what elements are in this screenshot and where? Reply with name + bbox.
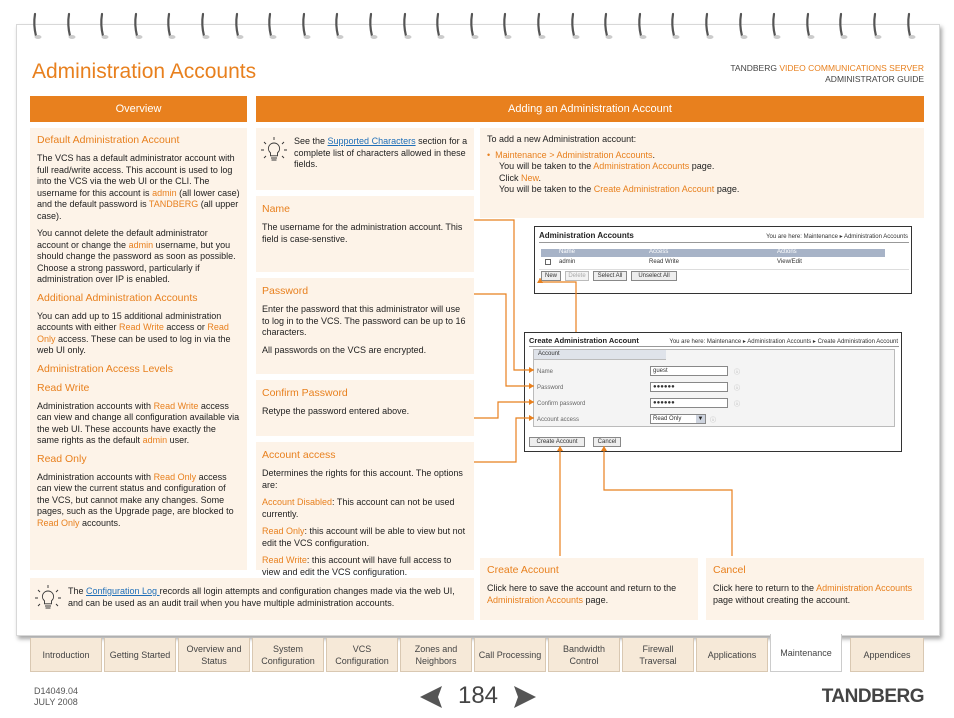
confirm-password-help [256, 380, 474, 436]
guide-name: ADMINISTRATOR GUIDE [825, 74, 924, 84]
binding-ring [232, 12, 246, 40]
binding-ring [803, 12, 817, 40]
binding-ring [265, 12, 279, 40]
additional-accounts-heading: Additional Administration Accounts [37, 291, 198, 304]
select-all-button[interactable]: Select All [593, 271, 627, 281]
confirm-password-label: Confirm password [537, 401, 586, 407]
screenshot-accounts-breadcrumb: You are here: Maintenance ▸ Administration Accounts [766, 234, 908, 240]
binding-ring [332, 12, 346, 40]
cancel-help [706, 558, 924, 620]
default-account-text-2: You cannot delete the default administrator account or change the admin username, but you should change the password as soon as possible. Choose a strong password, particularly if administration over IP is enabled. [37, 228, 236, 284]
name-field-help [256, 196, 474, 272]
create-account-screenshot [524, 332, 902, 452]
binding-ring [400, 12, 414, 40]
tab-vcs-configuration[interactable]: VCS Configuration [326, 638, 398, 672]
overview-bar: Overview [30, 96, 247, 122]
table-row [541, 258, 885, 267]
screenshot-create-breadcrumb: You are here: Maintenance ▸ Administration Accounts ▸ Create Administration Account [669, 339, 898, 345]
binding-ring [769, 12, 783, 40]
document-info [34, 686, 78, 708]
column-name: Name [559, 249, 576, 255]
step-taken-to-create: You will be taken to the Create Administration Account page. [499, 184, 740, 194]
binding-ring [904, 12, 918, 40]
page-navigator [420, 682, 536, 712]
divider [539, 269, 909, 270]
steps-intro: To add a new Administration account: [487, 134, 637, 144]
page-title: Administration Accounts [32, 60, 257, 83]
confirm-password-description: Retype the password entered above. [262, 406, 410, 416]
help-icon[interactable]: ⓘ [734, 402, 741, 408]
account-access-label: Account access [537, 417, 580, 423]
supported-characters-link[interactable]: Supported Characters [327, 136, 416, 146]
read-only-text: Administration accounts with Read Only access can view the current status and configuration of the VCS, but cannot make any changes. Some pages, such as the Upgrade page, are blocked to Read Only accounts. [37, 471, 234, 528]
row-view-edit-link[interactable]: View/Edit [777, 259, 802, 265]
column-access: Access [649, 249, 669, 255]
binding-ring [702, 12, 716, 40]
binding-ring [601, 12, 615, 40]
binding-ring [64, 12, 78, 40]
name-heading: Name [262, 203, 291, 215]
tip-config-log [30, 578, 474, 620]
default-account-heading: Default Administration Account [37, 134, 180, 146]
brand-prefix: TANDBERG [730, 63, 780, 73]
column-actions: Actions [777, 249, 797, 255]
binding-ring [736, 12, 750, 40]
document-date: JULY 2008 [34, 697, 78, 707]
steps-panel [480, 128, 924, 218]
password-heading: Password [262, 285, 309, 297]
administration-accounts-screenshot [534, 226, 912, 294]
tab-bandwidth-control[interactable]: Bandwidth Control [548, 638, 620, 672]
option-read-write: Read Write: this account will have full access to view and edit the VCS configuration. [262, 555, 452, 577]
binding-ring [836, 12, 850, 40]
binding-ring [467, 12, 481, 40]
binding-ring [30, 12, 44, 40]
tab-introduction[interactable]: Introduction [30, 638, 102, 672]
tip-config-log-text: The Configuration Log records all login attempts and configuration changes made via the web UI, and can be used as an audit trail when you have multiple administration accounts. [68, 586, 455, 608]
binding-ring [366, 12, 380, 40]
account-access-description: Determines the rights for this account. The options are: [262, 468, 463, 490]
row-checkbox[interactable] [545, 259, 551, 265]
create-account-help [480, 558, 698, 620]
guide-label [730, 63, 924, 85]
row-access: Read Write [649, 259, 679, 265]
password-input[interactable]: ●●●●●● [650, 382, 728, 392]
account-fieldset [533, 349, 895, 427]
spiral-binding [30, 12, 930, 40]
name-description: The username for the administration account. This field is case-senstive. [262, 222, 463, 244]
document-id: D14049.04 [34, 686, 79, 696]
tab-maintenance[interactable]: Maintenance [770, 634, 842, 672]
tandberg-logo: TANDBERG [821, 686, 924, 707]
password-field-help [256, 278, 474, 374]
name-input[interactable]: guest [650, 366, 728, 376]
password-encryption-note: All passwords on the VCS are encrypted. [262, 344, 427, 355]
account-access-heading: Account access [262, 449, 336, 461]
divider [539, 242, 909, 243]
product-name: VIDEO COMMUNICATIONS SERVER [779, 63, 924, 73]
step-click-new: Click New. [499, 172, 542, 183]
option-account-disabled: Account Disabled: This account can not be used currently. [262, 497, 455, 519]
tab-appendices[interactable]: Appendices [850, 638, 924, 672]
next-page-arrow-icon[interactable] [506, 686, 538, 708]
row-name: admin [559, 259, 576, 265]
create-account-button[interactable]: Create Account [529, 437, 585, 447]
tip-supported-characters-text: See the Supported Characters section for a complete list of characters allowed in these fields. [294, 136, 468, 169]
configuration-log-link[interactable]: Configuration Log [86, 586, 160, 596]
binding-ring [299, 12, 313, 40]
binding-ring [198, 12, 212, 40]
page-number: 184 [457, 682, 499, 709]
read-write-heading: Read Write [37, 381, 90, 394]
table-header [541, 249, 885, 257]
lightbulb-icon [34, 584, 62, 612]
divider [529, 346, 899, 347]
account-access-help [256, 442, 474, 577]
password-label: Password [537, 385, 564, 391]
tab-getting-started[interactable]: Getting Started [104, 638, 176, 672]
name-label: Name [537, 369, 554, 375]
binding-ring [131, 12, 145, 40]
tab-applications[interactable]: Applications [696, 638, 768, 672]
create-account-description: Click here to save the account and return to the Administration Accounts page. [487, 583, 677, 605]
unselect-all-button[interactable]: Unselect All [631, 271, 677, 281]
delete-button[interactable]: Delete [565, 271, 589, 281]
new-button[interactable]: New [541, 271, 561, 281]
confirm-password-input[interactable]: ●●●●●● [650, 398, 728, 408]
tab-overview-and-status[interactable]: Overview and Status [178, 638, 250, 672]
help-icon[interactable]: ⓘ [734, 386, 741, 392]
binding-ring [568, 12, 582, 40]
tab-system-configuration[interactable]: System Configuration [252, 638, 324, 672]
account-access-select[interactable] [650, 414, 706, 424]
access-levels-heading: Administration Access Levels [37, 362, 173, 375]
cancel-description: Click here to return to the Administration Accounts page without creating the account. [713, 583, 913, 605]
cancel-heading: Cancel [713, 564, 746, 576]
tab-zones-and-neighbors[interactable]: Zones and Neighbors [400, 638, 472, 672]
cancel-button[interactable]: Cancel [593, 437, 621, 447]
binding-ring [635, 12, 649, 40]
binding-ring [534, 12, 548, 40]
read-only-heading: Read Only [37, 452, 87, 465]
tab-firewall-traversal[interactable]: Firewall Traversal [622, 638, 694, 672]
binding-ring [668, 12, 682, 40]
binding-ring [500, 12, 514, 40]
step-menu-path: • Maintenance > Administration Accounts. [487, 149, 656, 160]
binding-ring [870, 12, 884, 40]
binding-ring [433, 12, 447, 40]
account-access-value: Read Only [653, 416, 682, 422]
default-account-text-1: The VCS has a default administrator account with full read/write access. This account is used to log into the VCS via the web UI or the CLI. The username for this account is admin (all lower case) and the default password is TANDBERG (all upper case). [37, 153, 240, 221]
account-section-label: Account [534, 350, 666, 360]
lightbulb-icon [260, 136, 288, 164]
help-icon[interactable]: ⓘ [734, 370, 741, 376]
additional-accounts-text: You can add up to 15 additional administration accounts with either Read Write access or Read Only access. These can be used to log in via the web UI only. [37, 310, 231, 355]
help-icon[interactable]: ⓘ [710, 418, 717, 424]
binding-ring [164, 12, 178, 40]
password-description: Enter the password that this administrator will use to log in to the VCS. The password can be up to 16 characters. [262, 304, 466, 337]
adding-account-bar: Adding an Administration Account [256, 96, 924, 122]
option-read-only: Read Only: this account will be able to view but not edit the VCS configuration. [262, 526, 466, 548]
confirm-password-heading: Confirm Password [262, 387, 348, 399]
tab-call-processing[interactable]: Call Processing [474, 638, 546, 672]
read-write-text: Administration accounts with Read Write access can view and change all configuration available via the web UI. These accounts have exactly the same rights as the default admin user. [37, 400, 240, 445]
overview-panel [30, 128, 247, 570]
screenshot-create-title: Create Administration Account [529, 336, 639, 345]
screenshot-accounts-title: Administration Accounts [539, 231, 634, 240]
step-taken-to-accounts: You will be taken to the Administration Accounts page. [499, 161, 715, 171]
create-account-heading: Create Account [487, 564, 559, 576]
chevron-down-icon: ▼ [697, 416, 704, 422]
tip-supported-characters [256, 128, 474, 190]
binding-ring [97, 12, 111, 40]
